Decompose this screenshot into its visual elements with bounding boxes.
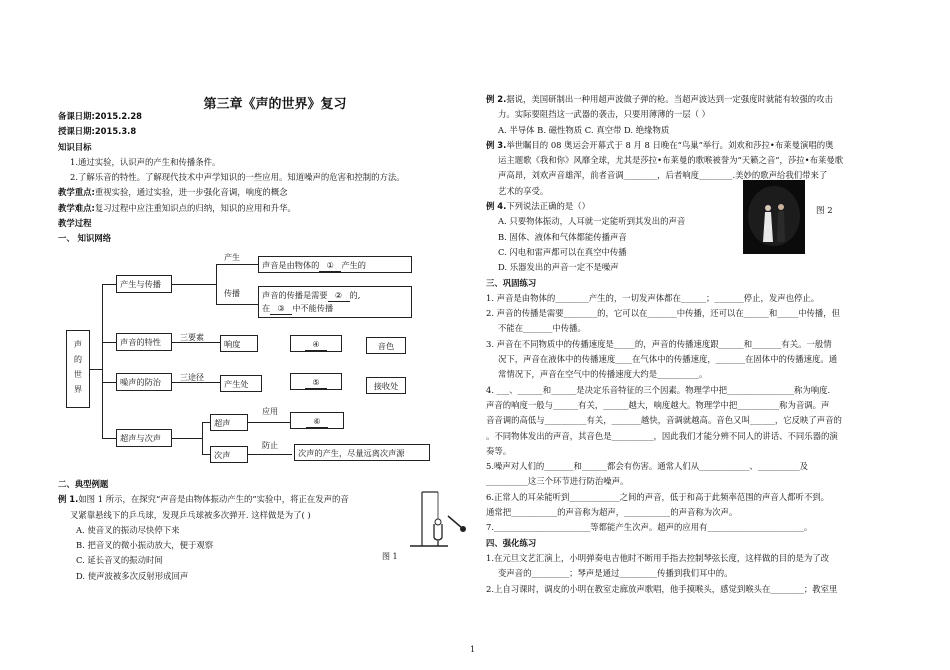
difficulty-text: 复习过程中应注重知识点的归纳，知识的应用和升华。 [94, 202, 296, 213]
goal-1: 1.通过实验，认识声的产生和传播条件。 [70, 156, 221, 167]
box-blank-5 [290, 373, 342, 390]
label-propagation: 传播 [224, 289, 240, 298]
label-production: 产生 [224, 253, 240, 262]
option-c[interactable]: C. 延长音叉的振动时间 [76, 555, 163, 566]
branch-ultra-infra: 超声与次声 [116, 429, 172, 447]
box-blank-6 [290, 412, 344, 429]
ex4-option-d[interactable]: D. 乐器发出的声音一定不是噪声 [498, 262, 619, 273]
blank-5[interactable]: ⑤ [305, 376, 327, 389]
prep-date: 备课日期:2015.2.28 [58, 111, 143, 121]
box-blank-4 [290, 335, 342, 352]
label-three-ways: 三途径 [180, 373, 204, 382]
right-column: 例 2.据说，美国研制出一种用超声波做子弹的枪。当超声波达到一定强度时就能有较强的攻击 力。实际要阻挡这一武器的袭击，只要用薄薄的一层（ ） A. 半导体 B. 磁性物质 C. 真空带 D. 绝缘物质 例 3.举世瞩目的 08 奥运会开幕式于 8 月 8 日晚在“鸟巢”举行。刘欢和莎拉•布莱曼演唱的奥 运主题歌《我和你》风靡全球，尤其是莎拉•布莱曼的歌喉被誉为“天籁之音”，莎拉•布莱曼歌 声高昂，刘欢声音雄浑，前者音调________，后者响度________.美妙的歌声给我们带来了 艺术的享受。 例 4.下列说法正确的是（） A. 只要物体振动，人耳就一定能听到其发出的声音 B. 固体、液体和气体都能传播声音 C. 闪电和雷声都可以在真空中传播 D. 乐器发出的声音一定不是噪声 三、巩固练习 1. 声音是由物体的________产生的，一切发声体都在______；_______停止，发声也停止。 2. 声音的传播是需要________的，它可以在_______中传播，还可以在______和_____中传播，但 不能在_______中传播。 3. 声音在不同物质中的传播速度是_____的，声音的传播速度跟______和_______有关。一般情 况下，声音在液体中的传播速度____在气体中的传播速度，_______在固体中的传播速度。通 常情况下，声音在空气中的传播速度大约是__________。 4. ___、______和______是决定乐音特征的三个因素。物理学中把________________称为响度. 声音的响度一般与______有关，______越大，响度越大。物理学中把__________称为音调。声 音音调的高低与__________有关，_______越快，音调就越高。音色又叫______，它反映了声音的 。不同物体发出的声音，其音色是__________，因此我们才能分辨不同人的讲话、不同乐器的演 奏等。 5.噪声对人们的_______和______都会有伤害。通常人们从____________、__________及 __________这三个环节进行防治噪声。 6.正常人的耳朵能听到____________之间的声音，低于和高于此频率范围的声音人都听不到。 通常把___________的声音称为超声，___________的声音称为次声。 7._______________________等都能产生次声。超声的应用有_______________________。 四、强化练习 1.在元旦文艺汇演上，小明弹奏电吉他时不断用手指去控制琴弦长度，这样做的目的是为了改 变声音的_________；琴声是通过_________传播到我们耳中的。 2.上自习课时，调皮的小明在教室走廊放声歌唱，他手摸喉头，感觉到喉头在________；教室里 [486, 92, 890, 597]
page-title: 第三章《声的世界》复习 [203, 97, 347, 112]
branch-noise-control: 噪声的防治 [116, 373, 172, 391]
label-prevention: 防止 [262, 441, 278, 450]
option-b[interactable]: B. 把音叉的微小振动放大，便于观察 [76, 540, 214, 551]
example-2-text: 据说，美国研制出一种用超声波做子弹的枪。当超声波达到一定强度时就能有较强的攻击 [506, 94, 833, 104]
branch-production-propagation: 产生与传播 [116, 275, 172, 293]
box-loudness: 响度 [220, 335, 258, 352]
ex4-option-c[interactable]: C. 闪电和雷声都可以在真空中传播 [498, 246, 627, 257]
difficulty-label: 教学难点: [58, 202, 95, 213]
box-at-source: 产生处 [220, 375, 262, 392]
section-4-heading: 四、强化练习 [486, 537, 537, 548]
teach-date: 授课日期:2015.3.8 [58, 126, 137, 137]
box-infrasound-prevention: 次声的产生，尽量远离次声源 [294, 444, 430, 461]
ex4-option-b[interactable]: B. 固体、液体和气体都能传播声音 [498, 231, 627, 242]
example-1-text: 如图 1 所示，在探究“声音是由物体振动产生的”实验中，将正在发声的音 [78, 494, 349, 505]
branch-sound-features: 声音的特性 [116, 333, 172, 351]
example-2-options: A. 半导体 B. 磁性物质 C. 真空带 D. 绝缘物质 [498, 124, 670, 135]
box-production-fact: 声音是由物体的 ① 产生的 [258, 256, 412, 273]
example-4-text: 下列说法正确的是（） [506, 201, 591, 212]
box-propagation-fact: 声音的传播是需要 ② 的, 在 ③ 中不能传播 [258, 286, 412, 318]
blank-6[interactable]: ⑥ [306, 415, 328, 428]
option-a[interactable]: A. 使音叉的振动尽快停下来 [76, 524, 180, 535]
map-trunk [102, 284, 103, 439]
page-number: 1 [470, 645, 476, 654]
box-timbre: 音色 [366, 337, 406, 354]
ex4-option-a[interactable]: A. 只要物体振动，人耳就一定能听到其发出的声音 [498, 216, 686, 227]
section-2-heading: 二、典型例题 [58, 479, 109, 489]
left-column [58, 94, 476, 247]
figure-2-caption: 图 2 [816, 206, 833, 216]
blank-1[interactable]: ① [319, 259, 341, 272]
process-heading: 教学过程 [58, 218, 92, 229]
concert-photo [743, 180, 805, 254]
box-ultrasound: 超声 [210, 414, 248, 431]
map-root: 声 的 世 界 [66, 330, 90, 408]
section-1-heading: 一、 知识网络 [58, 233, 112, 244]
blank-3[interactable]: ③ [270, 302, 292, 315]
blank-4[interactable]: ④ [305, 338, 327, 351]
left-examples: 二、典型例题 例 1.如图 1 所示，在探究“声音是由物体振动产生的”实验中，将正在发声的音 叉紧靠悬线下的乒乓球，发现乒乓球被多次弹开. 这样做是为了( ) A. 使音叉的振动尽快停下来 B. 把音叉的微小振动放大，便于观察 C. 延长音叉的振动时间 D. 使声波被多次反射形成回声 [58, 477, 476, 584]
tuning-fork-figure [408, 488, 468, 550]
goals-heading: 知识目标 [58, 141, 92, 152]
blank-2[interactable]: ② [328, 289, 350, 302]
key-point-text: 重视实验，通过实验，进一步强化音调，响度的概念 [94, 187, 288, 198]
label-three-elements: 三要素 [180, 333, 204, 342]
example-3-text: 举世瞩目的 08 奥运会开幕式于 8 月 8 日晚在“鸟巢”举行。刘欢和莎拉•布莱曼演唱的奥 [506, 139, 834, 150]
figure-1-caption: 图 1 [382, 552, 398, 561]
label-application: 应用 [262, 407, 278, 416]
goal-2: 2.了解乐音的特性。了解现代技术中声学知识的一些应用。知道噪声的危害和控制的方法。 [70, 172, 405, 183]
key-point-label: 教学重点: [58, 187, 95, 198]
section-3-heading: 三、巩固练习 [486, 277, 537, 288]
knowledge-map [58, 248, 476, 468]
box-infrasound: 次声 [210, 446, 248, 463]
box-at-receiver: 接收处 [366, 377, 406, 394]
option-d[interactable]: D. 使声波被多次反射形成回声 [76, 570, 189, 581]
